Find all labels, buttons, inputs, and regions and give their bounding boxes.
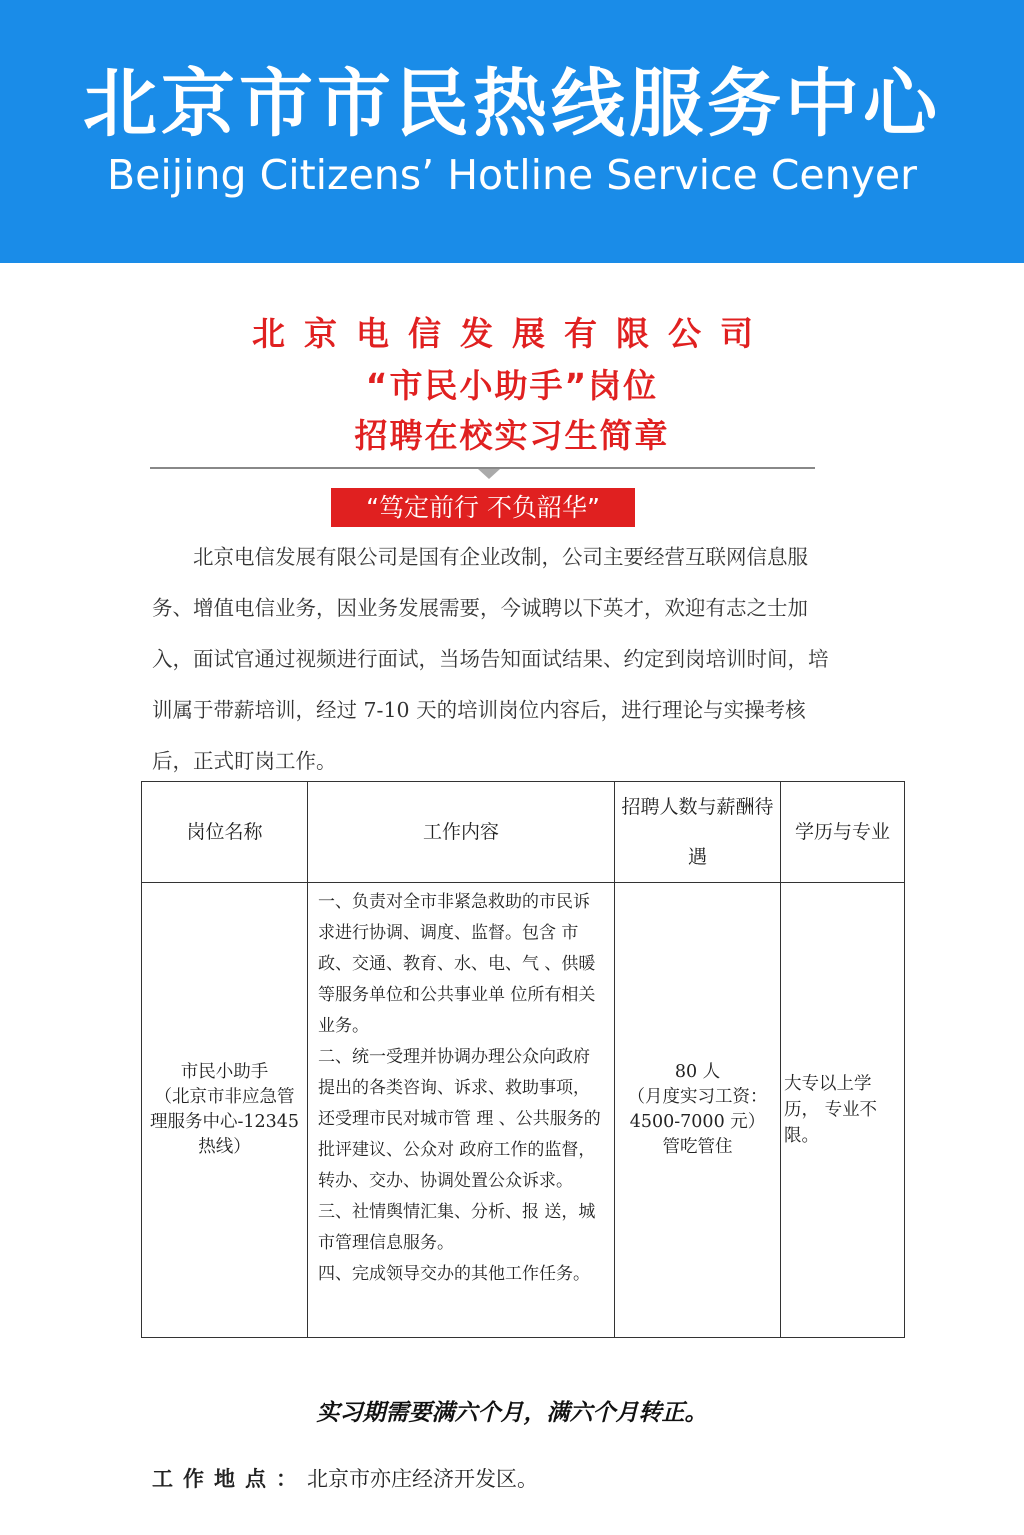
banner-subtitle: Beijing Citizens’ Hotline Service Cenyer: [107, 151, 917, 199]
duty-item: 四、完成领导交办的其他工作任务。: [318, 1264, 590, 1284]
internship-note: 实习期需要满六个月，满六个月转正。: [316, 1399, 708, 1426]
slogan-badge: “笃定前行 不负韶华”: [331, 488, 635, 527]
banner-title: 北京市市民热线服务中心: [83, 61, 941, 147]
duties-cell: [308, 883, 615, 1338]
benefit: 管吃管住: [662, 1137, 733, 1157]
location-label: 工作地点：: [152, 1466, 307, 1491]
work-location: [152, 1462, 538, 1496]
intro-paragraph: 北京电信发展有限公司是国有企业改制，公司主要经营互联网信息服务、增值电信业务，因业务发展需要，今诚聘以下英才，欢迎有志之士加入，面试官通过视频进行面试，当场告知面试结果、约定到岗培训时间，培训属于带薪培训，经过 7-10 天的培训岗位内容后，进行理论与实操考核后，正式盯岗工作。: [152, 545, 829, 773]
header-duties: 工作内容: [308, 782, 615, 883]
duty-item: 一、负责对全市非紧急救助的市民诉 求进行协调、调度、监督。包含 市政、交通、教育、水、电、气 、供暖等服务单位和公共事业单 位所有相关业务。: [318, 892, 596, 1036]
headcount: 80 人: [674, 1062, 721, 1082]
education-cell: 大专以上学历， 专业不限。: [781, 883, 905, 1338]
location-value: 北京市亦庄经济开发区。: [307, 1467, 538, 1491]
duty-item: 三、社情舆情汇集、分析、报 送，城市管理信息服务。: [318, 1202, 596, 1253]
position-cell: [142, 883, 308, 1338]
position-name: 市民小助手: [180, 1062, 269, 1082]
header-education: 学历与专业: [781, 782, 905, 883]
duty-item: 二、统一受理并协调办理公众向政府提出的各类咨询、诉求、救助事项，还受理市民对城市管 理 、公共服务的批评建议、公众对 政府工作的监督，转办、交办、协调处置公众诉求。: [318, 1047, 601, 1191]
position-org: （北京市非应急管理服务中心-12345热线）: [149, 1087, 300, 1157]
divider-notch-icon: [478, 469, 500, 479]
recruitment-subtitle: 招聘在校实习生简章: [354, 416, 670, 455]
position-headline: “市民小助手”岗位: [365, 366, 659, 405]
header-headcount-pay: 招聘人数与薪酬待遇: [615, 782, 781, 883]
pay-cell: [615, 883, 781, 1338]
company-name: 北京电信发展有限公司: [252, 314, 772, 353]
jobs-table: [141, 781, 905, 1338]
table-header-row: [142, 782, 905, 883]
salary: （月度实习工资：4500-7000 元）: [627, 1087, 768, 1132]
header-position: 岗位名称: [142, 782, 308, 883]
header-banner: [0, 0, 1024, 263]
table-row: [142, 883, 905, 1338]
